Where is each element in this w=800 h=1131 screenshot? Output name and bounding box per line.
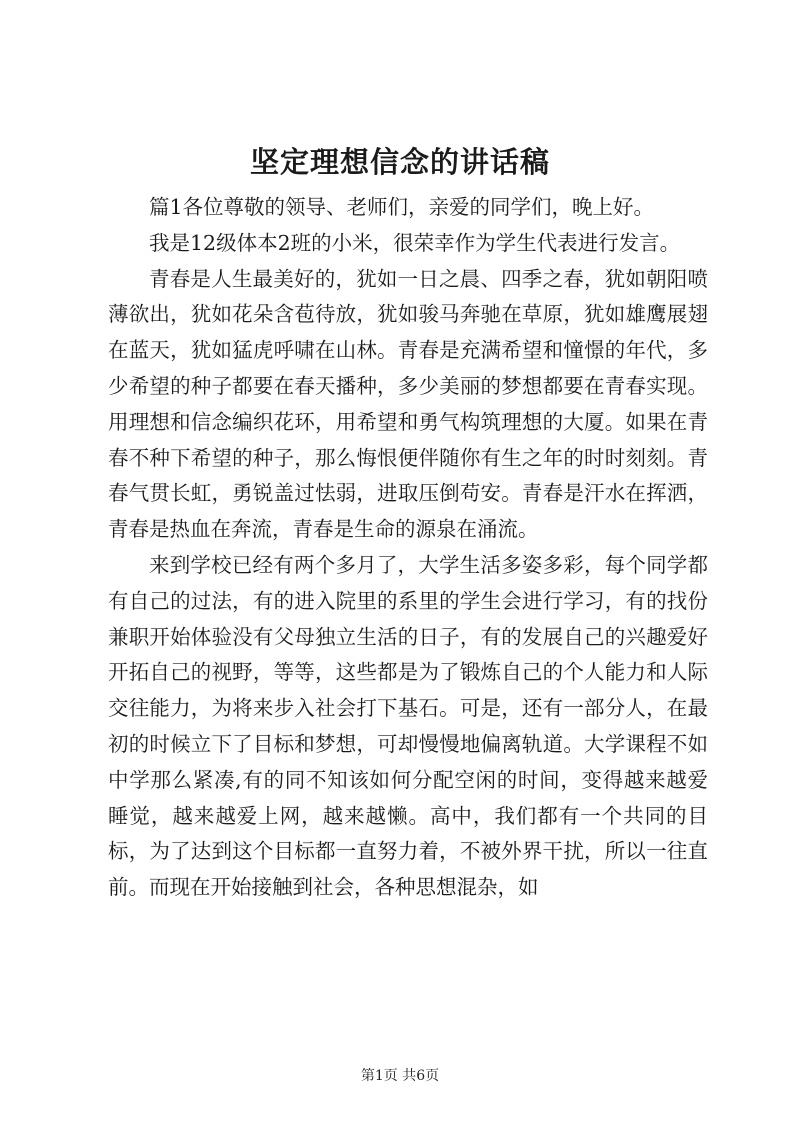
paragraph-2: 我是12级体本2班的小米，很荣幸作为学生代表进行发言。	[149, 230, 681, 255]
paragraph-3: 青春是人生最美好的，犹如一日之晨、四季之春，犹如朝阳喷薄欲出，犹如花朵含苞待放，犹如骏马奔驰在草原，犹如雄鹰展翅在蓝天，犹如猛虎呼啸在山林。青春是充满希望和憧憬的年代，多少希望的种子都要在春天播种，多少美丽的梦想都要在青春实现。用理想和信念编织花环，用希望和勇气构筑理想的大厦。如果在青春不种下希望的种子，那么悔恨便伴随你有生之年的时时刻刻。青春气贯长虹，勇锐盖过怯弱，进取压倒苟安。青春是汗水在挥洒，青春是热血在奔流，青春是生命的源泉在涌流。	[108, 266, 708, 542]
page-title: 坚定理想信念的讲话稿	[249, 145, 550, 179]
paragraph-4: 来到学校已经有两个多月了，大学生活多姿多彩，每个同学都有自己的过法，有的进入院里的系里的学生会进行学习，有的找份兼职开始体验没有父母独立生活的日子，有的发展自己的兴趣爱好开拓自己的视野，等等，这些都是为了锻炼自己的个人能力和人际交往能力，为将来步入社会打下基石。可是，还有一部分人，在最初的时候立下了目标和梦想，可却慢慢地偏离轨道。大学课程不如中学那么紧凑,有的同不知该如何分配空闲的时间，变得越来越爱睡觉，越来越爱上网，越来越懒。高中，我们都有一个共同的目标，为了达到这个目标都一直努力着，不被外界干扰，所以一往直前。而现在开始接触到社会，各种思想混杂，如	[108, 552, 708, 900]
paragraph-1: 篇1各位尊敬的领导、老师们，亲爱的同学们，晚上好。	[149, 195, 655, 219]
page-number-footer: 第1页 共6页	[360, 1068, 440, 1084]
document-body	[108, 190, 708, 906]
